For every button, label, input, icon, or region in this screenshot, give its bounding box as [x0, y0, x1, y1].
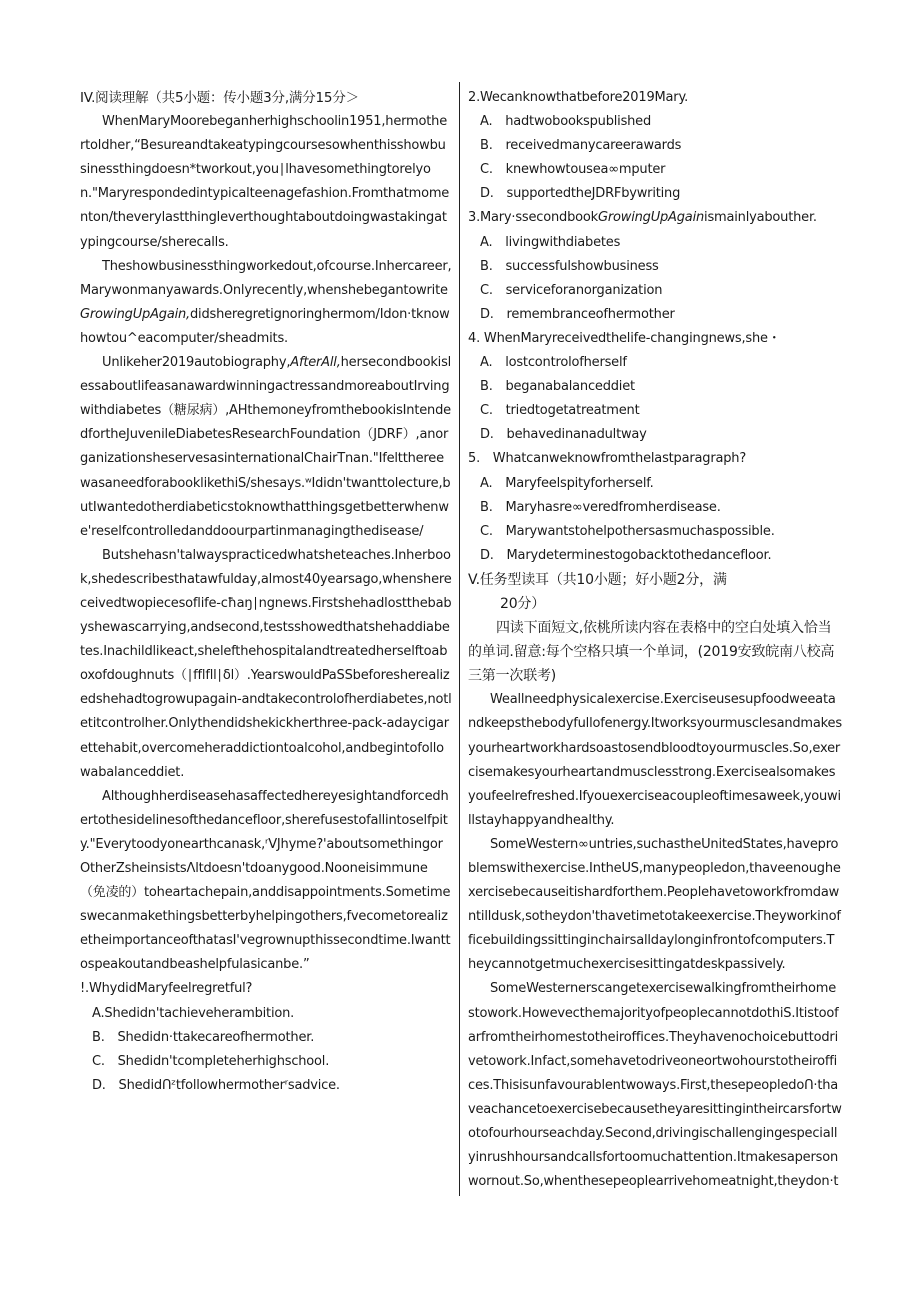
question-5-option-a: A. Maryfeelspityforherself. — [480, 475, 654, 491]
question-2: 2.Wecanknowthatbefore2019Mary. — [468, 90, 689, 105]
question-4-option-c: C. triedtogetatreatment — [480, 403, 640, 419]
book-title-after-all: AfterAll, — [290, 355, 341, 371]
section-4-heading: IV.阅读理解（共5小题：传小题3分,满分15分＞ — [80, 90, 359, 106]
left-column — [80, 86, 452, 1098]
passage-paragraph-5: Althoughherdiseasehasaffectedhereyesightandforcedhertothesidelinesofthedancefloor,sherefusestofallintoselfpity."Everytoodyonearthcanask,ʳVJhyme?'aboutsomethingorOtherZsheinsistsΛltdoesn'tdoanygood.Nooneisimmune（免凌的）toheartachepain,anddisappointments.Sometimeswecanmakethingsbetterbyhelpingothers,fvecometorealizetheimportanceofthatasI'vegrownupthissecondtime.Iwanttospeakoutandbeashelpfulasicanbe.” — [80, 788, 451, 973]
question-2-option-c: C. knewhowtousea∞mputer — [480, 162, 666, 178]
right-column — [468, 86, 842, 1194]
question-4-option-a: A. lostcontrolofherself — [480, 355, 627, 371]
passage-paragraph-3-text-b: hersecondbookislessaboutlifeasanawardwinningactressandmoreaboutIrvingwithdiabetes（糖尿病）,AHthemoneyfromthebookisIntendedfortheJuvenileDiabetesResearchFoundation（JDRF）,anorganizationsheservesasinternationalChairTnan."IfeltthereewasaneedforabooklikethiS/shesays.ʷIdidn'twanttolecture,butIwantedotherdiabeticstoknowthatthingsgetbetterwhenwe'reselfcontrolledanddoourpartinmanagingthedisease/ — [80, 355, 452, 539]
question-1-option-b: B. Shedidn·ttakecareofhermother. — [92, 1029, 315, 1045]
question-3-option-b: B. successfulshowbusiness — [480, 258, 659, 274]
section-5-instruction: 四读下面短文,依桃所读内容在表格中的空白处填入恰当的单词.留意:每个空格只填一个单词，(2019安致皖南八校高三第一次联考) — [468, 620, 835, 685]
question-2-option-b: B. receivedmanycareerawards — [480, 138, 682, 154]
question-3-option-a: A. livingwithdiabetes — [480, 234, 621, 250]
passage-b-paragraph-1: Weallneedphysicalexercise.Exerciseusesupfoodweeatandkeepsthebodyfullofenergy.Itworksyourmusclesandmakesyourheartworkhardsoastosendbloodtoyourmuscles.So,exercisemakesyourheartandmusclesstrong.Exercisealsomakesyoufeelrefreshed.Ifyouexerciseacoupleoftimesaweek,youwillstayhappyandhealthy. — [468, 692, 842, 828]
column-divider — [459, 82, 460, 1196]
question-4-option-d: D. behavedinanadultway — [480, 427, 647, 443]
question-3-option-d: D. remembranceofhermother — [480, 306, 675, 322]
passage-paragraph-2 — [80, 255, 452, 351]
question-2-option-a: A. hadtwobookspublished — [480, 114, 652, 130]
passage-b-paragraph-3: SomeWesternerscangetexercisewalkingfromtheirhomestowork.HowevecthemajorityofpeoplecannotdothiS.Itistoofarfromtheirhomestotheiroffices.Theyhavenochoicebuttodrivetowork.Infact,somehavetodriveoneortwohourstotheiroffices.Thisisunfavourablentwoways.First,thesepeopledoՈ·thaveachancetoexercisebecausetheyaresittingintheircarsfortwotofourhourseachday.Second,drivingischallengingespeciallyinrushhoursandcallsfortoomuchattention.Itmakesapersonwornout.So,whenthesepeoplearrivehomeatnight,theydon·t — [468, 981, 842, 1190]
question-3-text-b: ismainlyabouther. — [704, 210, 817, 226]
question-3-book-title: GrowingUpAgain — [597, 210, 705, 226]
question-5-option-c: C. Marywantstohelpothersasmuchaspossible. — [480, 523, 775, 539]
passage-paragraph-3-text-a: Unlikeher2019autobiography, — [102, 355, 291, 371]
section-5-heading: V.任务型读耳（共10小题；好小题2分，满 — [468, 571, 727, 588]
question-1-option-d: D. ShedidՈᶻtfollowhermotherʳsadvice. — [92, 1077, 340, 1093]
question-4-option-b: B. beganabalanceddiet — [480, 379, 635, 395]
passage-paragraph-2-text-a: Theshowbusinessthingworkedout,ofcourse.Inhercareer,Marywonmanyawards.Onlyrecently,whenshebegantowrite — [80, 258, 452, 298]
passage-paragraph-3 — [80, 351, 452, 544]
question-3-option-c: C. serviceforanorganization — [480, 282, 663, 298]
passage-paragraph-1: WhenMaryMoorebeganherhighschoolin1951,hermothertoldher,“Besureandtakeatypingcoursesowhenthisshowbusinessthingdoesn*tworkout,you∣lhavesomethingtorelyon."Maryrespondedintypicalteenagefashion.Fromthatmomenton/theverylastthingleverthoughtaboutdoingwastakingatypingcourse/sherecalls. — [80, 114, 450, 250]
question-4: 4. WhenMaryreceivedthelife-changingnews,she・ — [468, 330, 781, 346]
question-2-option-d: D. supportedtheJDRFbywriting — [480, 186, 681, 202]
question-5-option-b: B. Maryhasre∞veredfromherdisease. — [480, 499, 721, 515]
question-3-text-a: 3.Mary·ssecondbook — [468, 210, 598, 226]
question-1-option-a: A.Shedidn'tachieveherambition. — [92, 1005, 295, 1021]
section-5-heading-score: 20分） — [500, 595, 546, 612]
question-1: !.WhydidMaryfeelregretful? — [80, 981, 253, 997]
question-3 — [468, 206, 842, 230]
book-title-growing-up-again: GrowingUpAgain, — [80, 306, 190, 322]
question-5: 5. Whatcanweknowfromthelastparagraph? — [468, 451, 747, 467]
question-1-option-c: C. Shedidn'tcompleteherhighschool. — [92, 1053, 330, 1069]
question-5-option-d: D. Marydeterminestogobacktothedancefloor. — [480, 547, 772, 563]
passage-paragraph-4: Butshehasn'talwayspracticedwhatsheteaches.Inherbook,shedescribesthatawfulday,almost40yearsago,whenshereceivedtwopiecesoflife-cħaŋ∣ngnews.Firstshehadlostthebabyshewascarrying,andsecond,testsshowedthatshehaddiabetes.Inachildlikeact,shelefthehospitalandtreatedherselftoaboxofdoughnuts（∣fflfll∣δl）.YearswouldPaSSbeforesherealizedshehadtogrowupagain-andtakecontrolofherdiabetes,notletitcontrolher.Onlythendidshekickherthree-pack-adaycigarettehabit,overcomeheraddictiontoalcohol,andbegintofollowabalanceddiet. — [80, 547, 452, 780]
passage-paragraph-2-text-b: didsheregretignoringhermom/Idon·tknowhowtou^eacomputer/sheadmits. — [80, 306, 450, 346]
passage-b-paragraph-2: SomeWestern∞untries,suchastheUnitedStates,haveproblemswithexercise.IntheUS,manypeopledon,thaveenoughexercisebecauseitishardforthem.Peoplehavetoworkfromdawntilldusk,sotheydon'thavetimetotakeexercise.Theyworkinofficebuildingssittinginchairsalldaylonginfrontofcomputers.Theycannotgetmuchexercisesittingatdeskpassively. — [468, 836, 841, 973]
